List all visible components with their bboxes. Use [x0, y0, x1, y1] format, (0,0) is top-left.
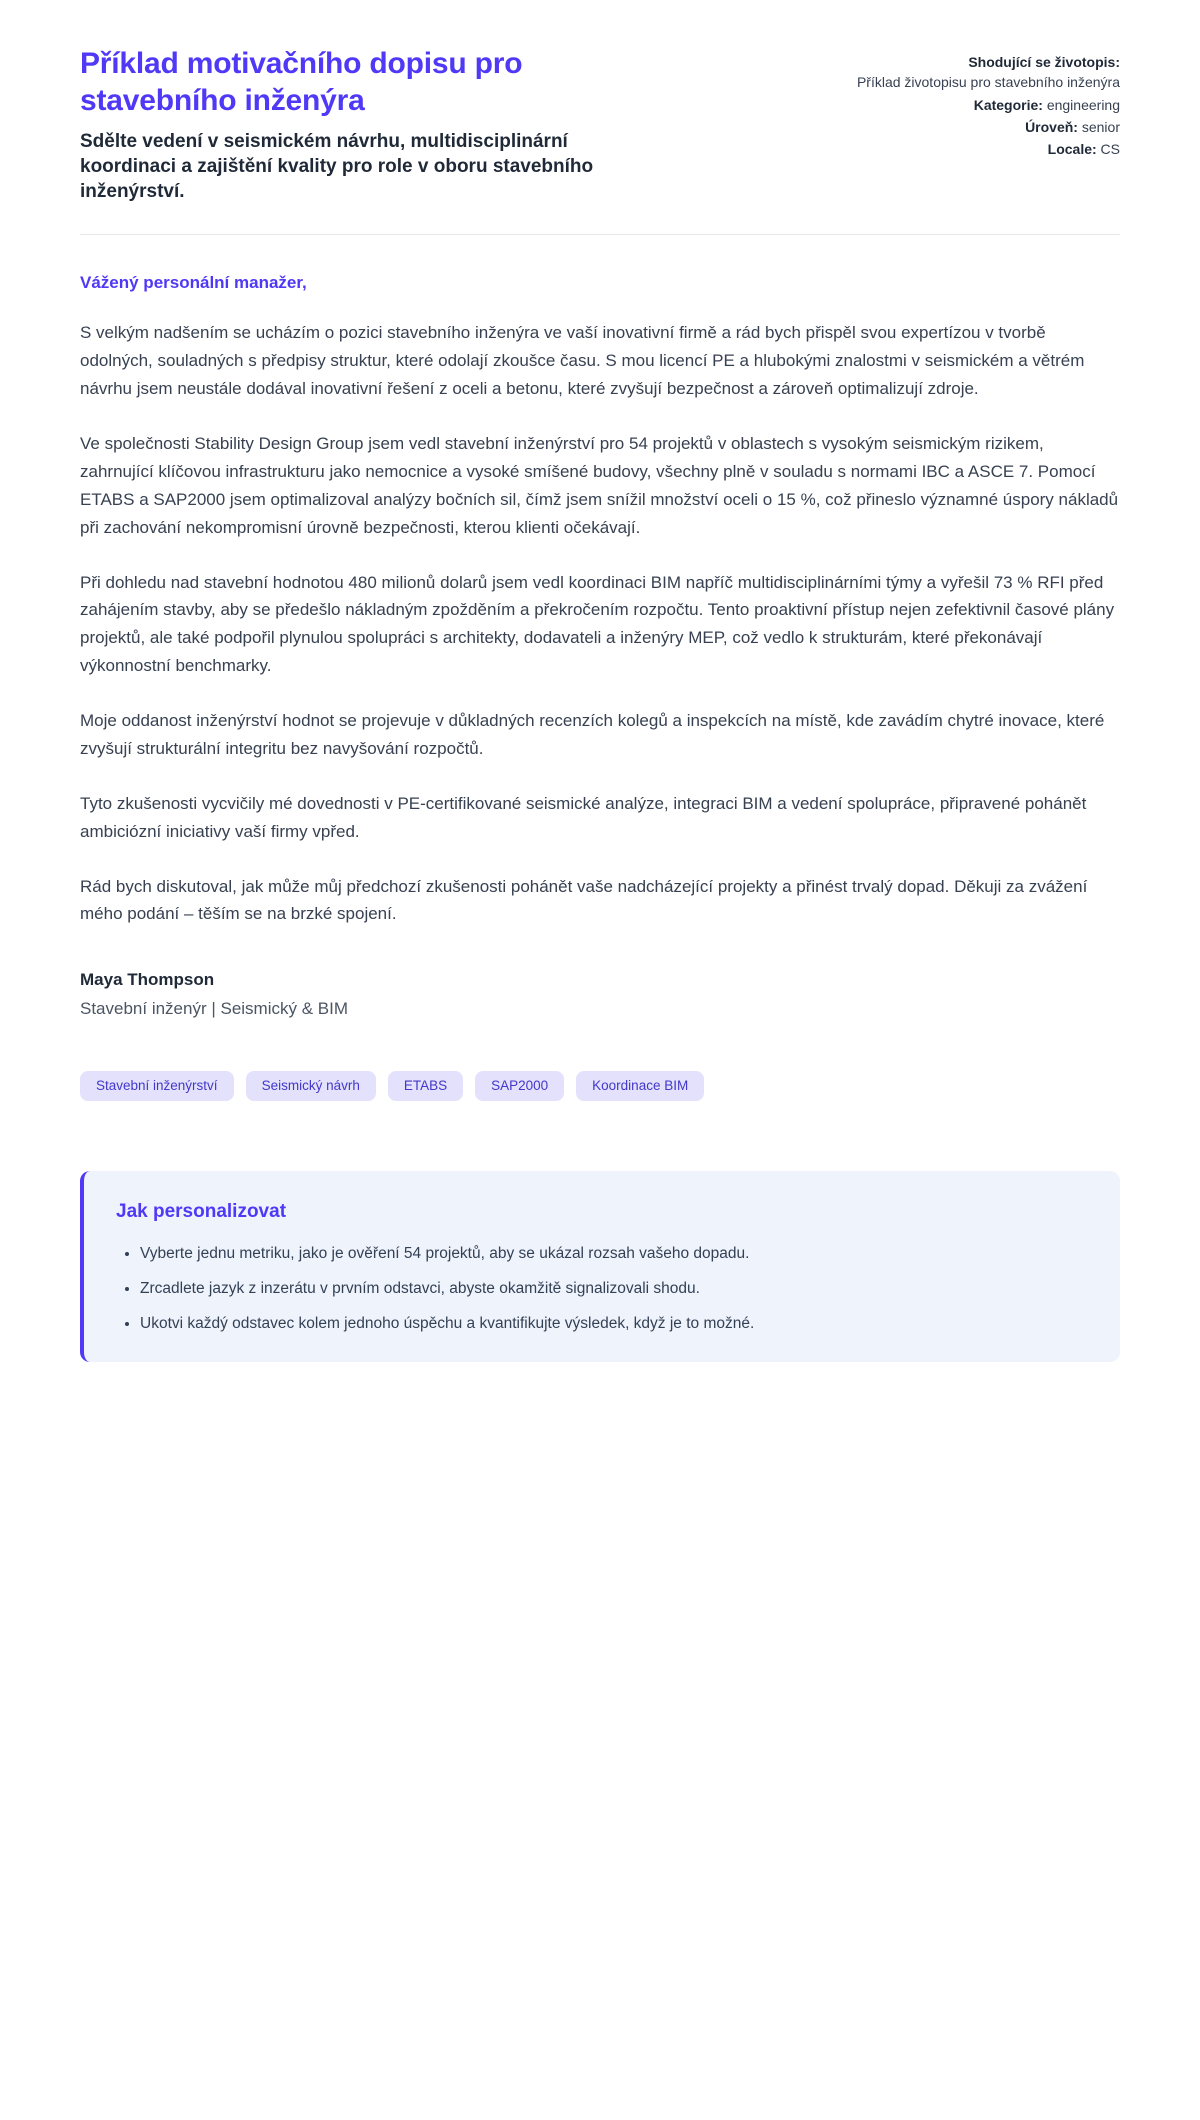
- tag-list: [80, 1071, 1120, 1101]
- page-subtitle: Sdělte vedení v seismickém návrhu, multidisciplinární koordinaci a zajištění kvality pro role v oboru stavebního inženýrství.: [80, 131, 594, 203]
- tag-badge[interactable]: ETABS: [388, 1071, 463, 1101]
- locale-label: Locale:: [1047, 141, 1097, 158]
- page-header: [80, 46, 1120, 204]
- header-title-block: [80, 46, 620, 204]
- tag-badge[interactable]: Stavební inženýrství: [80, 1071, 234, 1101]
- meta-panel: [820, 46, 1120, 159]
- category-label: Kategorie:: [973, 96, 1043, 113]
- tip-item: • Ukotvi každý odstavec kolem jednoho úspěchu a kvantifikujte výsledek, když je to možné.: [140, 1311, 1084, 1336]
- tag-badge[interactable]: SAP2000: [475, 1071, 564, 1101]
- meta-matching-resume: [820, 52, 1120, 93]
- locale-value: CS: [1100, 141, 1120, 158]
- letter-paragraph: Rád bych diskutoval, jak může můj předchozí zkušenosti pohánět vaše nadcházející projekty a přinést trvalý dopad. Děkuji za zvážení mého podání – těším se na brzké spojení.: [80, 876, 1088, 924]
- matching-resume-label: Shodující se životopis:: [968, 54, 1120, 70]
- matching-resume-value: Příklad životopisu pro stavebního inženýra: [856, 74, 1120, 91]
- tip-item: • Vyberte jednu metriku, jako je ověření 54 projektů, aby se ukázal rozsah vašeho dopadu.: [140, 1241, 1084, 1266]
- tip-item: • Zrcadlete jazyk z inzerátu v prvním odstavci, abyste okamžitě signalizovali shodu.: [140, 1276, 1084, 1301]
- tag-badge[interactable]: Seismický návrh: [246, 1071, 376, 1101]
- category-value: engineering: [1046, 96, 1120, 113]
- letter-paragraph: Ve společnosti Stability Design Group jsem vedl stavební inženýrství pro 54 projektů v oblastech s vysokým seismickým rizikem, zahrnující klíčovou infrastrukturu jako nemocnice a vysoké smíšené budovy, všechny plně v souladu s normami IBC a ASCE 7. Pomocí ETABS a SAP2000 jsem optimalizoval analýzy bočních sil, čímž jsem snížil množství oceli o 15 %, což přineslo významné úspory nákladů při zachování nekompromisní úrovně bezpečnosti, kterou klienti očekávají.: [80, 434, 1119, 537]
- letter-paragraph: Při dohledu nad stavební hodnotou 480 milionů dolarů jsem vedl koordinaci BIM napříč multidisciplinárními týmy a vyřešil 73 % RFI před zahájením stavby, aby se předešlo nákladným zpožděním a překročením rozpočtu. Tento proaktivní přístup nejen zefektivnil časové plány projektů, ale také podpořil plynulou spolupráci s architekty, dodavateli a inženýry MEP, což vedlo k strukturám, které překonávají výkonnostní benchmarky.: [80, 572, 1115, 676]
- tag-badge[interactable]: Koordinace BIM: [576, 1071, 704, 1101]
- tips-list: [116, 1241, 1084, 1336]
- letter-paragraph: S velkým nadšením se ucházím o pozici stavebního inženýra ve vaší inovativní firmě a rád bych přispěl svou expertízou v tvorbě odolných, souladných s předpisy struktur, které odolají zkoušce času. S mou licencí PE a hlubokými znalostmi v seismickém a větrém návrhu jsem neustále dodával inovativní řešení z oceli a betonu, které zvyšují bezpečnost a zároveň optimalizují zdroje.: [80, 323, 1085, 399]
- level-label: Úroveň:: [1025, 118, 1078, 135]
- tips-title: Jak personalizovat: [116, 1200, 287, 1222]
- letter-body: [80, 235, 1120, 1362]
- meta-level: [820, 117, 1120, 137]
- signature-name: Maya Thompson: [80, 970, 215, 990]
- level-value: senior: [1081, 118, 1120, 135]
- letter-paragraph: Moje oddanost inženýrství hodnot se projevuje v důkladných recenzích kolegů a inspekcích na místě, kde zavádím chytré inovace, které zvyšují strukturální integritu bez navyšování rozpočtů.: [80, 711, 1105, 758]
- meta-locale: [820, 139, 1120, 159]
- letter-greeting: Vážený personální manažer,: [80, 273, 307, 293]
- personalization-tips-box: [80, 1171, 1120, 1362]
- cover-letter-page: [80, 0, 1120, 1362]
- signature-title: Stavební inženýr | Seismický & BIM: [80, 999, 349, 1019]
- page-title: Příklad motivačního dopisu pro stavebního inženýra: [80, 47, 523, 117]
- meta-category: [820, 95, 1120, 115]
- letter-paragraph: Tyto zkušenosti vycvičily mé dovednosti v PE-certifikované seismické analýze, integraci BIM a vedení spolupráce, připravené pohánět ambiciózní iniciativy vaší firmy vpřed.: [80, 793, 1087, 841]
